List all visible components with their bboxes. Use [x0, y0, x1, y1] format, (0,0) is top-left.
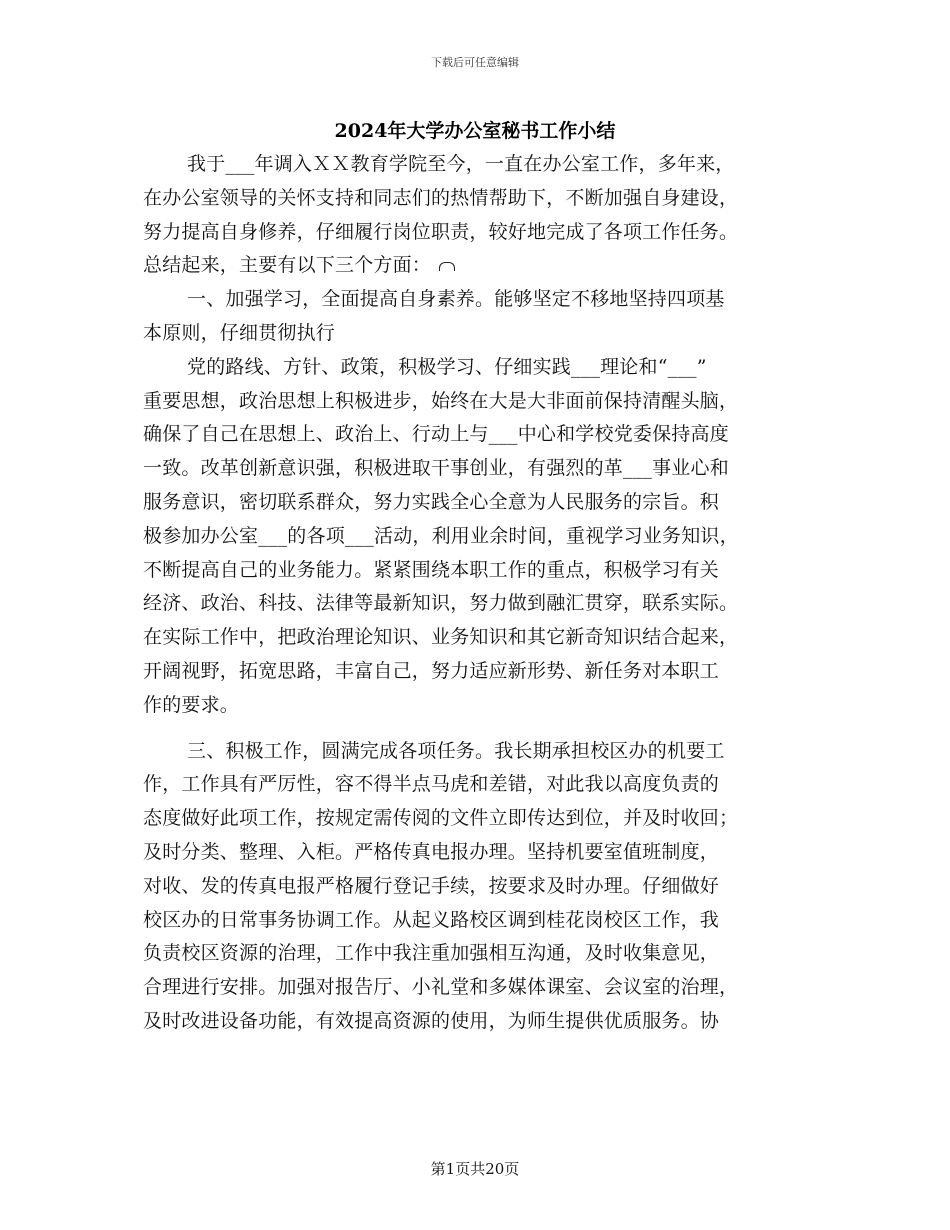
cursor-mark-icon [439, 262, 455, 271]
text-line: 确保了自己在思想上、政治上、行动上与___中心和学校党委保持高度 [143, 423, 729, 446]
text-line [143, 249, 809, 283]
text-line: 校区办的日常事务协调工作。从起义路校区调到桂花岗校区工作，我 [143, 908, 720, 931]
text-line: 态度做好此项工作，按规定需传阅的文件立即传达到位，并及时收回； [143, 807, 739, 830]
text-line: 及时改进设备功能，有效提高资源的使用，为师生提供优质服务。协 [143, 1009, 720, 1032]
text-line: 作，工作具有严厉性，容不得半点马虎和差错，对此我以高度负责的 [143, 773, 720, 796]
text-line: 开阔视野，拓宽思路，丰富自己，努力适应新形势、新任务对本职工 [143, 659, 720, 682]
text-line: 一致。改革创新意识强，积极进取干事创业，有强烈的革___事业心和 [143, 457, 729, 480]
text-line: 负责校区资源的治理，工作中我注重加强相互沟通，及时收集意见， [143, 942, 720, 965]
text-line: 在办公室领导的关怀支持和同志们的热情帮助下，不断加强自身建设， [143, 186, 739, 209]
text-line: 三、积极工作，圆满完成各项任务。我长期承担校区办的机要工 [187, 739, 725, 762]
document-body [143, 148, 809, 1039]
text-line: 本原则，仔细贯彻执行 [143, 321, 336, 344]
text-line: 党的路线、方针、政策，积极学习、仔细实践___理论和“___” [187, 355, 707, 378]
text-line: 及时分类、整理、入柜。严格传真电报办理。坚持机要室值班制度， [143, 840, 720, 863]
text-line: 重要思想，政治思想上积极进步，始终在大是大非面前保持清醒头脑， [143, 389, 739, 412]
page-footer: 第1页共20页 [430, 1160, 520, 1178]
text-line: 经济、政治、科技、法律等最新知识，努力做到融汇贯穿，联系实际。 [143, 592, 739, 615]
text-line: 合理进行安排。加强对报告厅、小礼堂和多媒体课室、会议室的治理， [143, 976, 739, 999]
text-line: 对收、发的传真电报严格履行登记手续，按要求及时办理。仔细做好 [143, 874, 720, 897]
text-line: 我于___年调入ＸＸ教育学院至今，一直在办公室工作，多年来， [187, 153, 735, 175]
document-title: 2024年大学办公室秘书工作小结 [334, 120, 616, 142]
text-line: 作的要求。 [143, 693, 240, 716]
text-line: 一、加强学习，全面提高自身素养。能够坚定不移地坚持四项基 [187, 288, 725, 311]
text-line-content: 总结起来，主要有以下三个方面： [143, 254, 432, 277]
text-line: 努力提高自身修养，仔细履行岗位职责，较好地完成了各项工作任务。 [143, 220, 739, 243]
text-line: 不断提高自己的业务能力。紧紧围绕本职工作的重点，积极学习有关 [143, 558, 720, 581]
page-header: 下载后可任意编辑 [431, 56, 519, 69]
text-line: 在实际工作中，把政治理论知识、业务知识和其它新奇知识结合起来， [143, 626, 739, 649]
text-line: 服务意识，密切联系群众，努力实践全心全意为人民服务的宗旨。积 [143, 490, 720, 513]
text-line: 极参加办公室___的各项___活动，利用业余时间，重视学习业务知识， [143, 524, 739, 547]
